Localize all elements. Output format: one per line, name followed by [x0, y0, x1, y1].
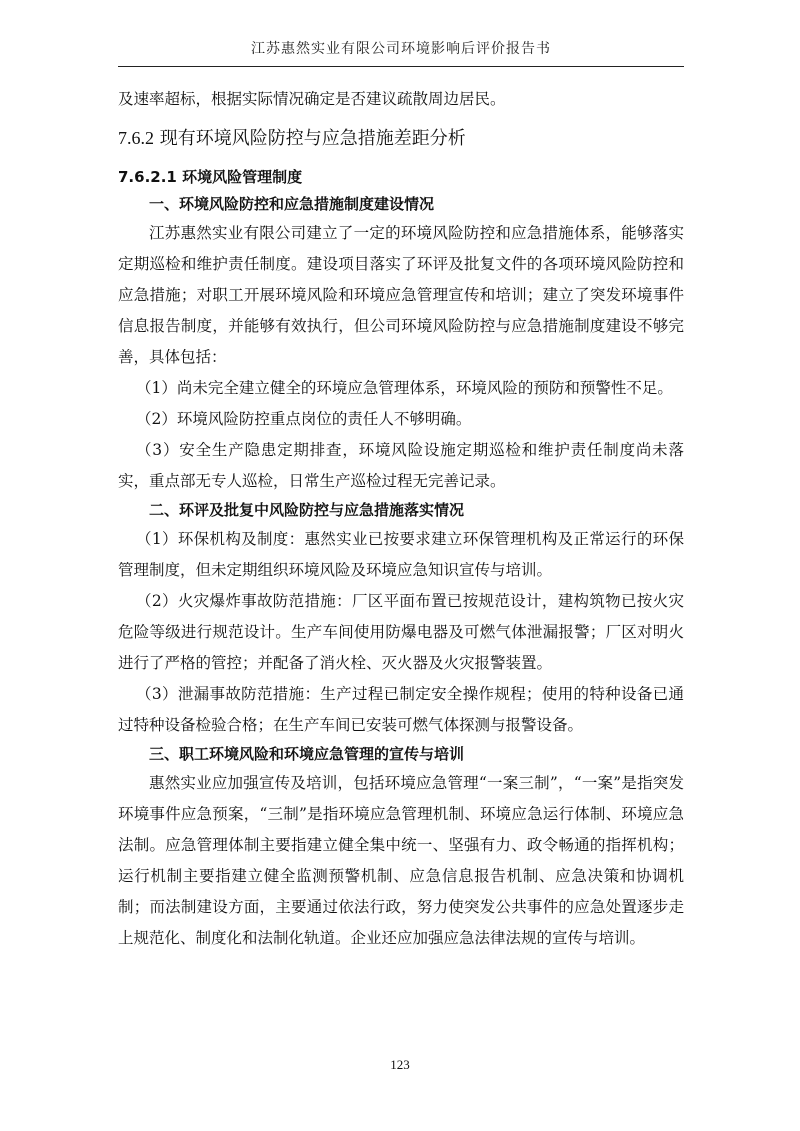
section-heading [118, 125, 684, 152]
section-title: 现有环境风险防控与应急措施差距分析 [159, 128, 466, 149]
page-number: 123 [390, 1057, 410, 1072]
document-body [118, 84, 684, 954]
header-divider [118, 66, 684, 67]
part2-heading: 二、环评及批复中风险防控与应急措施落实情况 [149, 501, 465, 519]
part2-item-3: （3）泄漏事故防范措施：生产过程已制定安全操作规程；使用的特种设备已通过特种设备检验合格；在生产车间已安装可燃气体探测与报警设备。 [118, 685, 684, 734]
part3-heading: 三、职工环境风险和环境应急管理的宣传与培训 [149, 745, 465, 763]
subsection-heading [118, 164, 684, 191]
part1-item-1: （1）尚未完全建立健全的环境应急管理体系，环境风险的预防和预警性不足。 [136, 379, 673, 397]
part1-item-3: （3）安全生产隐患定期排查，环境风险设施定期巡检和维护责任制度尚未落实，重点部无专人巡检，日常生产巡检过程无完善记录。 [118, 441, 684, 490]
part3-paragraph: 惠然实业应加强宣传及培训，包括环境应急管理“一案三制”，“一案”是指突发环境事件应急预案，“三制”是指环境应急管理机制、环境应急运行体制、环境应急法制。应急管理体制主要指建立健全集中统一、坚强有力、政令畅通的指挥机构；运行机制主要指建立健全监测预警机制、应急信息报告机制、应急决策和协调机制；而法制建设方面，主要通过依法行政，努力使突发公共事件的应急处置逐步走上规范化、制度化和法制化轨道。企业还应加强应急法律法规的宣传与培训。 [118, 774, 684, 947]
part2-item-1: （1）环保机构及制度：惠然实业已按要求建立环保管理机构及正常运行的环保管理制度，但未定期组织环境风险及环境应急知识宣传与培训。 [118, 530, 684, 579]
intro-line: 及速率超标，根据实际情况确定是否建议疏散周边居民。 [118, 90, 506, 108]
part1-paragraph: 江苏惠然实业有限公司建立了一定的环境风险防控和应急措施体系，能够落实定期巡检和维护责任制度。建设项目落实了环评及批复文件的各项环境风险防控和应急措施；对职工开展环境风险和环境应急管理宣传和培训；建立了突发环境事件信息报告制度，并能够有效执行，但公司环境风险防控与应急措施制度建设不够完善，具体包括： [118, 224, 684, 366]
subsection-number: 7.6.2.1 [118, 168, 177, 186]
page-header-title: 江苏惠然实业有限公司环境影响后评价报告书 [251, 41, 551, 57]
section-number: 7.6.2 [118, 128, 154, 148]
subsection-title: 环境风险管理制度 [182, 168, 303, 186]
part1-heading: 一、环境风险防控和应急措施制度建设情况 [149, 195, 435, 213]
part2-item-2: （2）火灾爆炸事故防范措施：厂区平面布置已按规范设计，建构筑物已按火灾危险等级进行规范设计。生产车间使用防爆电器及可燃气体泄漏报警；厂区对明火进行了严格的管控；并配备了消火栓、灭火器及火灾报警装置。 [118, 592, 684, 672]
part1-item-2: （2）环境风险防控重点岗位的责任人不够明确。 [136, 410, 472, 428]
